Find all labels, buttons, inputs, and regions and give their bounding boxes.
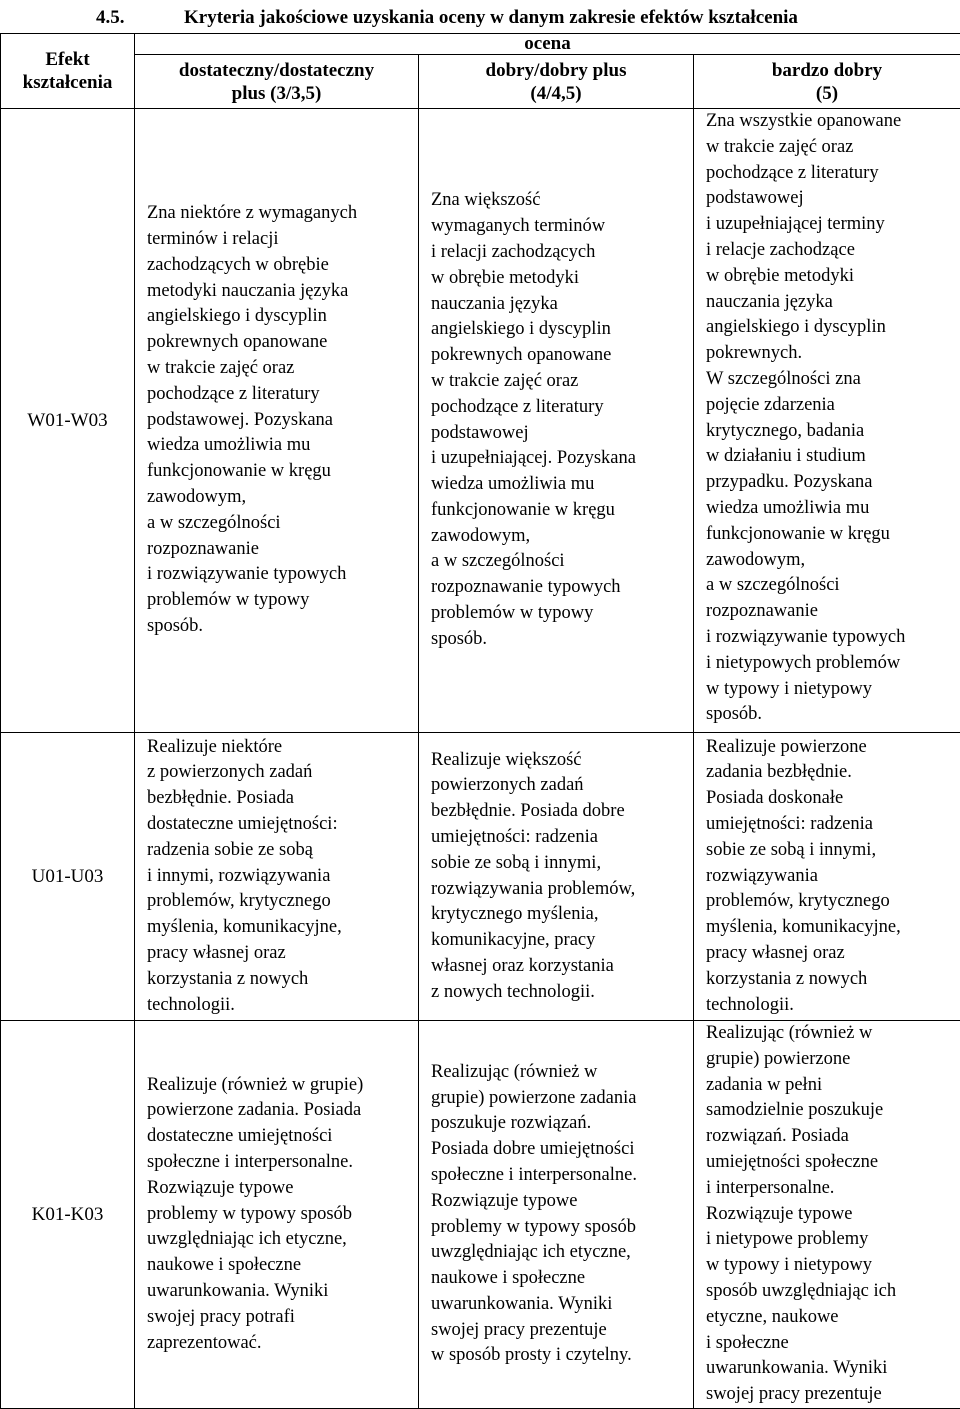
header-row-grades [1, 55, 960, 109]
criteria-cell: Zna większość wymaganych terminów i relacji zachodzących w obrębie metodyki nauczania języka angielskiego i dyscyplin pokrewnych opanowane w trakcie zajęć oraz pochodzące z literatury podstawowej i uzupełniającej. Pozyskana wiedza umożliwia mu funkcjonowanie w kręgu zawodowym, a w szczególności rozpoznawanie typowych problemów w typowy sposób. [419, 109, 694, 733]
criteria-cell: Realizując (również w grupie) powierzone zadania w pełni samodzielnie poszukuje rozwiązań. Posiada umiejętności społeczne i interpersonalne. Rozwiązuje typowe i nietypowe problemy w typowy i nietypowy sposób uwzględniając ich etyczne, naukowe i społeczne uwarunkowania. Wyniki swojej pracy prezentuje [694, 1021, 960, 1409]
criteria-cell: Realizuje większość powierzonych zadań bezbłędnie. Posiada dobre umiejętności: radzenia sobie ze sobą i innymi, rozwiązywania problemów, krytycznego myślenia, komunikacyjne, pracy własnej oraz korzystania z nowych technologii. [419, 733, 694, 1021]
criteria-cell: Realizując (również w grupie) powierzone zadania poszukuje rozwiązań. Posiada dobre umiejętności społeczne i interpersonalne. Rozwiązuje typowe problemy w typowy sposób uwzględniając ich etyczne, naukowe i społeczne uwarunkowania. Wyniki swojej pracy prezentuje w sposób prosty i czytelny. [419, 1021, 694, 1409]
effect-code: W01-W03 [1, 109, 135, 733]
grade-header: ocena [135, 34, 960, 55]
section-title: Kryteria jakościowe uzyskania oceny w danym zakresie efektów kształcenia [184, 6, 798, 30]
section-heading [0, 6, 960, 30]
criteria-cell: Realizuje (również w grupie) powierzone zadania. Posiada dostateczne umiejętności społeczne i interpersonalne. Rozwiązuje typowe problemy w typowy sposób uwzględniając ich etyczne, naukowe i społeczne uwarunkowania. Wyniki swojej pracy potrafi zaprezentować. [135, 1021, 419, 1409]
grade-header-good: dobry/dobry plus (4/4,5) [419, 55, 694, 109]
criteria-cell: Zna wszystkie opanowane w trakcie zajęć oraz pochodzące z literatury podstawowej i uzupełniającej terminy i relacje zachodzące w obrębie metodyki nauczania języka angielskiego i dyscyplin pokrewnych. W szczególności zna pojęcie zdarzenia krytycznego, badania w działaniu i studium przypadku. Pozyskana wiedza umożliwia mu funkcjonowanie w kręgu zawodowym, a w szczególności rozpoznawanie i rozwiązywanie typowych i nietypowych problemów w typowy i nietypowy sposób. [694, 109, 960, 733]
criteria-cell: Zna niektóre z wymaganych terminów i relacji zachodzących w obrębie metodyki nauczania języka angielskiego i dyscyplin pokrewnych opanowane w trakcie zajęć oraz pochodzące z literatury podstawowej. Pozyskana wiedza umożliwia mu funkcjonowanie w kręgu zawodowym, a w szczególności rozpoznawanie i rozwiązywanie typowych problemów w typowy sposób. [135, 109, 419, 733]
grade-header-very-good: bardzo dobry (5) [694, 55, 960, 109]
table-row-skills [1, 733, 960, 1021]
effect-header: Efekt kształcenia [1, 34, 135, 109]
table-row-knowledge [1, 109, 960, 733]
grade-header-satisfactory: dostateczny/dostateczny plus (3/3,5) [135, 55, 419, 109]
header-row-ocena [1, 34, 960, 55]
effect-code: U01-U03 [1, 733, 135, 1021]
criteria-table [0, 33, 960, 1409]
table-row-competences [1, 1021, 960, 1409]
criteria-cell: Realizuje niektóre z powierzonych zadań bezbłędnie. Posiada dostateczne umiejętności: radzenia sobie ze sobą i innymi, rozwiązywania problemów, krytycznego myślenia, komunikacyjne, pracy własnej oraz korzystania z nowych technologii. [135, 733, 419, 1021]
effect-code: K01-K03 [1, 1021, 135, 1409]
section-number: 4.5. [96, 6, 125, 30]
criteria-cell: Realizuje powierzone zadania bezbłędnie. Posiada doskonałe umiejętności: radzenia sobie ze sobą i innymi, rozwiązywania problemów, krytycznego myślenia, komunikacyjne, pracy własnej oraz korzystania z nowych technologii. [694, 733, 960, 1021]
